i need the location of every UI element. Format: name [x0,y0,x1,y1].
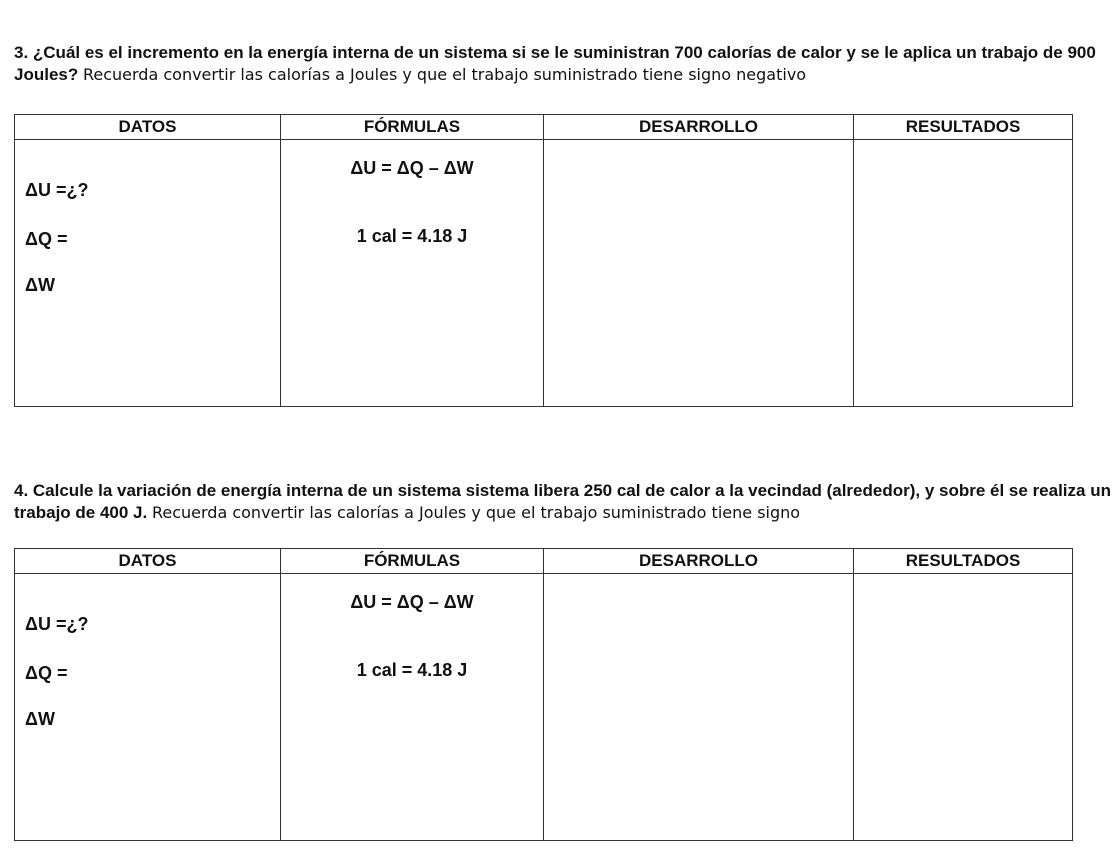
dato-delta-w: ΔW [25,275,55,295]
dato-delta-q: ΔQ = [25,229,68,249]
formula-first-law: ΔU = ΔQ – ΔW [350,158,474,178]
dato-delta-q: ΔQ = [25,663,68,683]
header-datos: DATOS [15,115,281,140]
header-resultados: RESULTADOS [854,115,1073,140]
table-body-row [15,140,1073,407]
dato-delta-w: ΔW [25,709,55,729]
formula-cal-conversion: 1 cal = 4.18 J [356,660,468,680]
problem-4-question: 4. Calcule la variación de energía interna de un sistema sistema libera 250 cal de calor a la vecindad (alrededor), y sobre él se realiza un trabajo de 400 J. [14,481,1111,522]
table-header-row [15,115,1073,140]
formulas-cell[interactable] [281,574,544,841]
formula-cal-conversion: 1 cal = 4.18 J [356,226,468,246]
dato-delta-u: ΔU =¿? [25,614,89,634]
header-formulas: FÓRMULAS [281,115,544,140]
table-body-row [15,574,1073,841]
header-desarrollo: DESARROLLO [544,115,854,140]
problem-4-prompt [14,480,1112,524]
header-resultados: RESULTADOS [854,549,1073,574]
problem-3-question: 3. ¿Cuál es el incremento en la energía interna de un sistema si se le suministran 700 calorías de calor y se le aplica un trabajo de 900 Joules? [14,43,1096,84]
resultados-cell[interactable] [854,574,1073,841]
datos-cell[interactable] [15,140,281,407]
header-desarrollo: DESARROLLO [544,549,854,574]
header-formulas: FÓRMULAS [281,549,544,574]
header-datos: DATOS [15,549,281,574]
dato-delta-u: ΔU =¿? [25,180,89,200]
problem-3-table [14,114,1073,407]
problem-4-table [14,548,1073,841]
desarrollo-cell[interactable] [544,140,854,407]
table-header-row [15,549,1073,574]
problem-4-instruction: Recuerda convertir las calorías a Joules y que el trabajo suministrado tiene signo [151,503,801,522]
formulas-cell[interactable] [281,140,544,407]
formula-first-law: ΔU = ΔQ – ΔW [350,592,474,612]
resultados-cell[interactable] [854,140,1073,407]
datos-cell[interactable] [15,574,281,841]
problem-3-instruction: Recuerda convertir las calorías a Joules y que el trabajo suministrado tiene signo negativo [82,65,807,84]
desarrollo-cell[interactable] [544,574,854,841]
problem-3-prompt [14,42,1112,86]
